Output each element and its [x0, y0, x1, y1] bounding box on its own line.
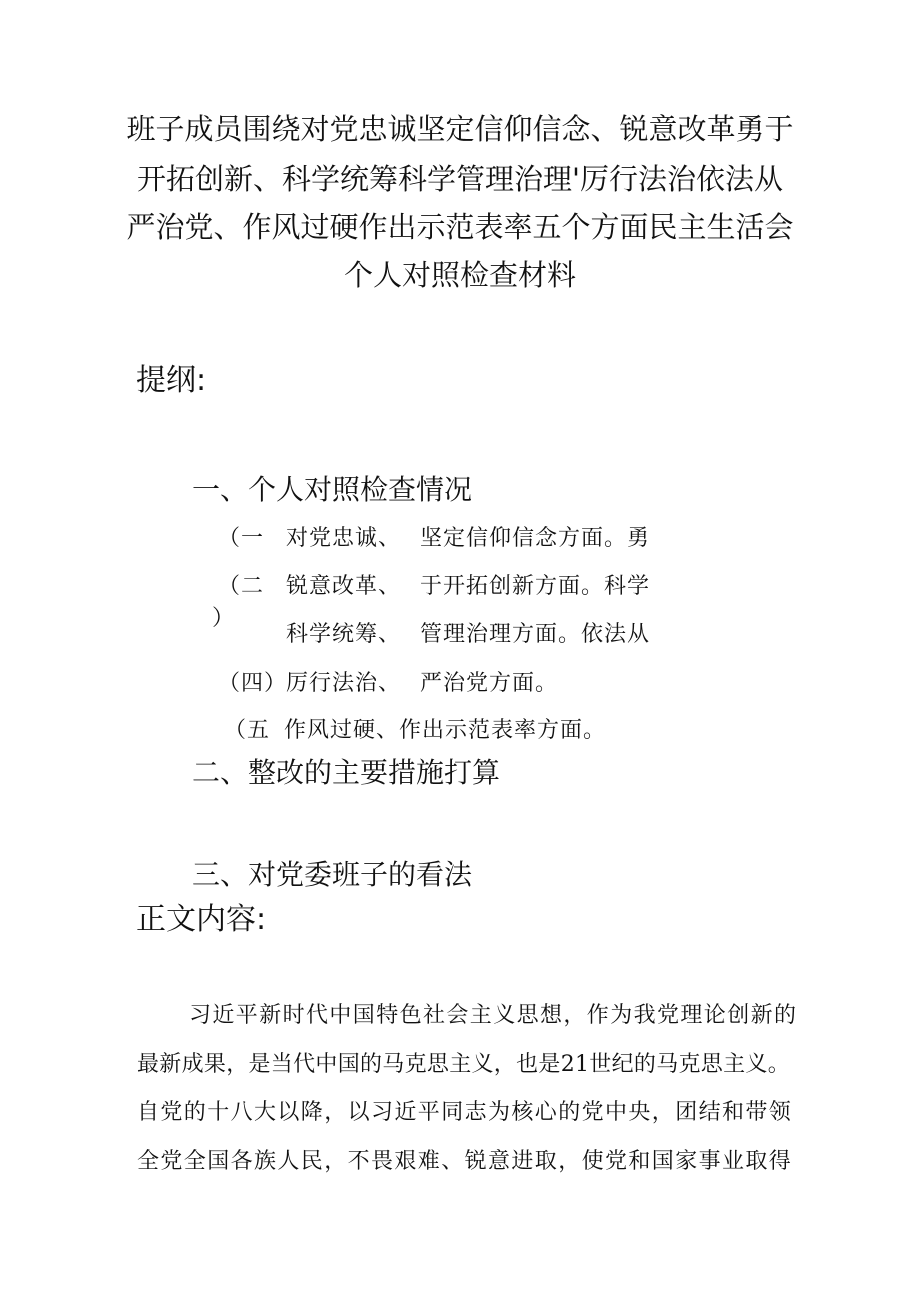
subitem-4-part-b: 严治党方面。 [420, 671, 559, 696]
body-paragraph [137, 992, 797, 1186]
subitem-3-part-b: 管理治理方面。依法从 [420, 622, 651, 647]
title-line-2: 开拓创新、科学统筹科学管理治理'厉行法治依法从 [137, 162, 783, 196]
outline-label: 提纲: [136, 363, 207, 398]
subitem-1-part-a: 对党忠诚、 [286, 526, 402, 551]
body-line-3: 自党的十八大以降，以习近平同志为核心的党中央，团结和带领 [137, 1100, 793, 1125]
subitem-1-part-b: 坚定信仰信念方面。勇 [420, 526, 651, 551]
subitem-2-paren: ） [212, 606, 236, 631]
body-line-2: 最新成果，是当代中国的马克思主义，也是21世纪的马克思主义。 [137, 1051, 790, 1077]
subitem-2-number: （二 [218, 574, 265, 599]
title-line-4: 个人对照检查材料 [343, 258, 576, 292]
body-line-1: 习近平新时代中国特色社会主义思想，作为我党理论创新的 [189, 1003, 798, 1028]
outline-section-3: 三、对党委班子的看法 [192, 858, 473, 891]
subitem-2-part-b: 于开拓创新方面。科学 [420, 574, 651, 599]
subitem-4-number: （四） [218, 671, 288, 696]
subitem-5-number: （五 [224, 718, 271, 743]
outline-section-2: 二、整改的主要措施打算 [192, 756, 501, 789]
title-line-1: 班子成员围绕对党忠诚坚定信仰信念、锐意改革勇于 [126, 112, 794, 146]
body-line-4: 全党全国各族人民，不畏艰难、锐意进取，使党和国家事业取得 [137, 1148, 793, 1174]
body-label: 正文内容: [136, 902, 267, 937]
subitem-4-part-a: 厉行法治、 [286, 671, 402, 696]
subitem-3-part-a: 科学统筹、 [286, 622, 402, 647]
outline-section-1: 一、个人对照检查情况 [192, 473, 473, 506]
subitem-2-part-a: 锐意改革、 [286, 574, 402, 599]
title-line-3: 严治党、作风过硬作出示范表率五个方面民主生活会 [126, 210, 794, 244]
subitem-1-number: （一 [218, 526, 265, 551]
subitem-5-text: 作风过硬、作出示范表率方面。 [284, 718, 607, 743]
